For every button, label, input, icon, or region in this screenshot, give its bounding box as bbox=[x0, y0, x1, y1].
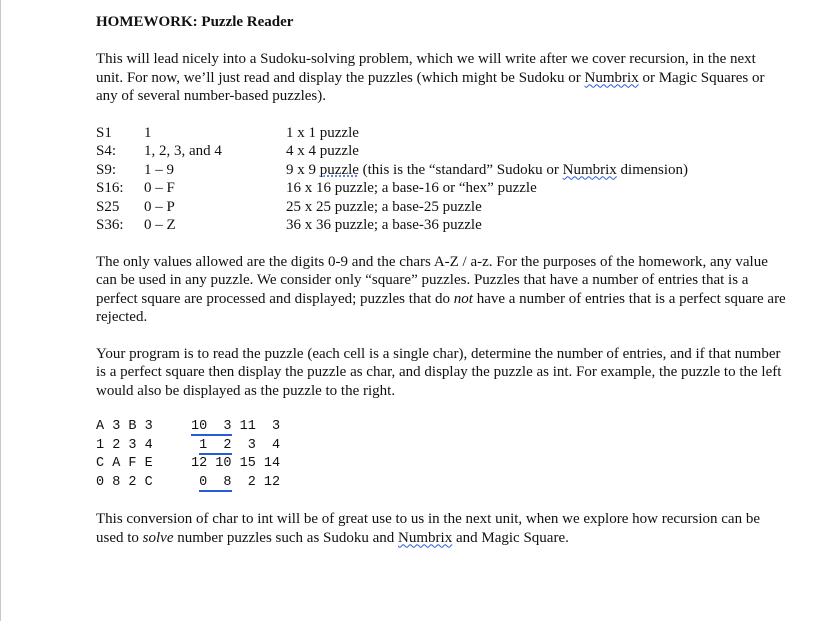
size-row bbox=[96, 179, 688, 198]
size-row bbox=[96, 161, 688, 180]
size-desc: 16 x 16 puzzle; a base-16 or “hex” puzzle bbox=[286, 180, 537, 196]
size-row bbox=[96, 216, 688, 235]
size-code: S9: bbox=[96, 161, 117, 178]
emphasis-not: not bbox=[453, 290, 473, 307]
closing-paragraph: This conversion of char to int will be of great use to us in the next unit, when we explore how recursion can be used to solve number puzzles such as Sudoku and Numbrix and Magic Square. bbox=[96, 511, 760, 546]
size-row bbox=[96, 142, 688, 161]
size-values: 0 – Z bbox=[144, 217, 176, 233]
underlined-cells: 0 8 bbox=[199, 474, 232, 490]
int-row: 0 8 2 12 bbox=[199, 474, 281, 490]
int-puzzle bbox=[191, 418, 280, 492]
size-values: 1 – 9 bbox=[144, 161, 174, 178]
size-desc: 9 x 9 puzzle (this is the “standard” Sudoku or Numbrix dimension) bbox=[286, 161, 689, 178]
size-code: S25 bbox=[96, 198, 120, 215]
char-row: 1 2 3 4 bbox=[96, 437, 153, 453]
char-row: C A F E bbox=[96, 456, 153, 471]
size-desc: 25 x 25 puzzle; a base-25 puzzle bbox=[286, 198, 482, 215]
underlined-cells: 1 2 bbox=[199, 437, 232, 453]
int-row: 1 2 3 4 bbox=[199, 437, 281, 453]
document-page bbox=[96, 12, 786, 547]
int-row: 10 3 11 3 bbox=[191, 419, 281, 434]
intro-text-b: or Magic Squares or any of several number-based puzzles). bbox=[96, 69, 765, 104]
size-desc: 36 x 36 puzzle; a base-36 puzzle bbox=[286, 217, 482, 233]
size-code: S16: bbox=[96, 180, 124, 196]
char-puzzle bbox=[96, 418, 153, 492]
document-title: HOMEWORK: Puzzle Reader bbox=[96, 14, 294, 30]
size-code: S1 bbox=[96, 124, 112, 141]
intro-text-a: This will lead nicely into a Sudoku-solving problem, which we will write after we cover recursion, in the next unit. For now, we’ll just read and display the puzzles (which might be Sudoku or bbox=[96, 51, 756, 86]
example-puzzles bbox=[96, 418, 786, 492]
intro-paragraph bbox=[96, 50, 786, 106]
spellcheck-word-numbrix[interactable]: Numbrix bbox=[584, 69, 639, 86]
rules-paragraph: The only values allowed are the digits 0-9 and the chars A-Z / a-z. For the purposes of the homework, any value can be used in any puzzle. We consider only “square” puzzles. Puzzles that have a number of entries that is a perfect square are processed and displayed; puzzles that do not have a number of entries that is a perfect square are rejected. bbox=[96, 253, 786, 325]
underlined-cells: 10 3 bbox=[191, 419, 232, 434]
size-values: 0 – P bbox=[144, 198, 175, 215]
int-row: 12 10 15 14 bbox=[191, 456, 281, 471]
spellcheck-word-numbrix[interactable]: Numbrix bbox=[398, 529, 453, 546]
puzzle-sizes-table bbox=[96, 124, 688, 235]
page-left-edge bbox=[0, 0, 1, 621]
spellcheck-word-numbrix[interactable]: Numbrix bbox=[562, 161, 617, 178]
size-desc: 4 x 4 puzzle bbox=[286, 143, 359, 159]
program-paragraph: Your program is to read the puzzle (each cell is a single char), determine the number of entries, and if that number is a perfect square then display the puzzle as char, and display the puzzle as int. For example, the puzzle to the left would also be displayed as the puzzle to the right. bbox=[96, 345, 782, 399]
char-row: 0 8 2 C bbox=[96, 474, 153, 490]
size-values: 1 bbox=[144, 124, 152, 141]
size-values: 1, 2, 3, and 4 bbox=[144, 143, 222, 159]
char-row: A 3 B 3 bbox=[96, 419, 153, 434]
size-code: S36: bbox=[96, 217, 124, 233]
size-row bbox=[96, 124, 688, 143]
size-code: S4: bbox=[96, 143, 117, 159]
size-desc: 1 x 1 puzzle bbox=[286, 124, 359, 141]
size-values: 0 – F bbox=[144, 180, 175, 196]
size-row bbox=[96, 198, 688, 217]
grammar-word-puzzle[interactable]: puzzle bbox=[319, 161, 359, 178]
emphasis-solve: solve bbox=[142, 529, 174, 546]
